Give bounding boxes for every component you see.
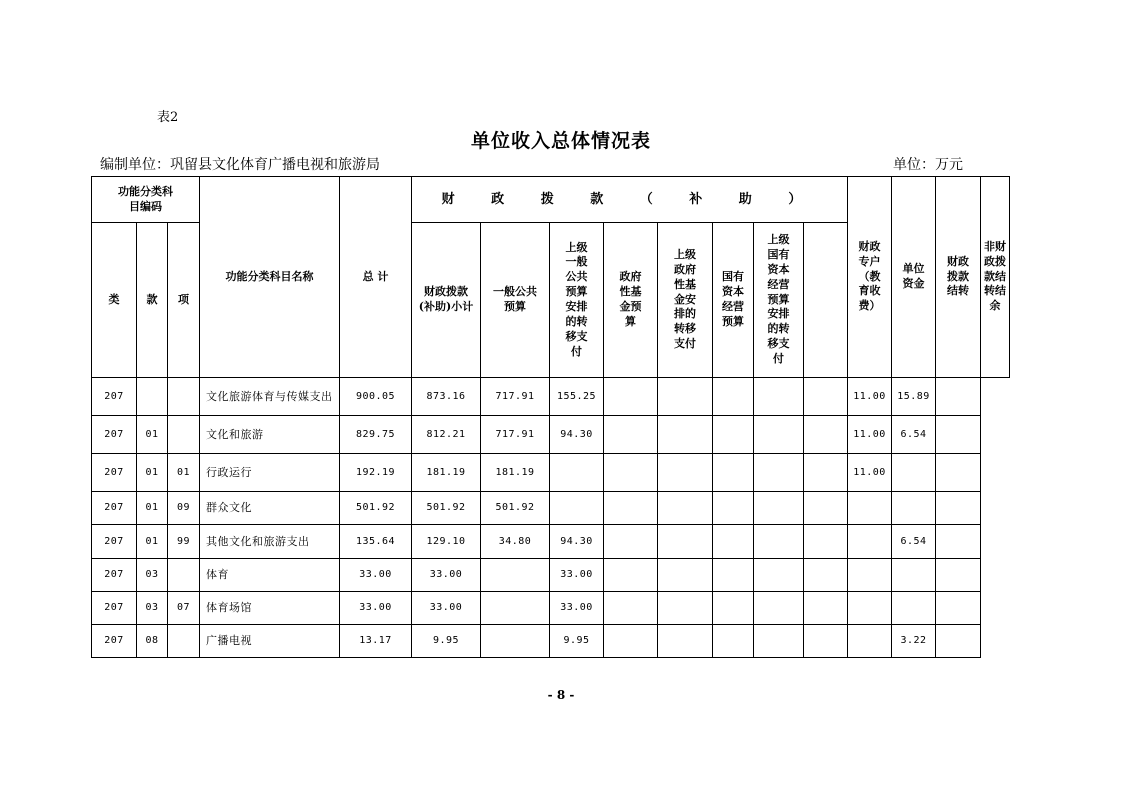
cell-gov-fund [604,559,658,592]
cell-fiscal-special [804,559,848,592]
cell-xiang: 09 [168,492,200,525]
cell-upper-gov-fund-transfer [658,559,713,592]
header-lei: 类 [92,223,137,378]
header-fiscal-carryover: 财政拨款结转 [936,177,981,378]
cell-lei: 207 [92,454,137,492]
cell-fiscal-subtotal: 181.19 [412,454,481,492]
cell-kuan: 03 [137,559,168,592]
cell-fiscal-subtotal: 812.21 [412,416,481,454]
header-kuan: 款 [137,223,168,378]
cell-upper-general-transfer: 33.00 [550,592,604,625]
cell-upper-general-transfer: 33.00 [550,559,604,592]
header-state-capital: 国有资本经营预算 [713,223,754,378]
cell-kuan [137,378,168,416]
cell-xiang: 99 [168,525,200,559]
cell-name: 群众文化 [200,492,340,525]
header-nonfiscal-carryover: 非财政拨款结转结余 [981,177,1010,378]
cell-fiscal-carryover: 15.89 [892,378,936,416]
cell-upper-general-transfer [550,492,604,525]
header-fiscal-subtotal: 财政拨款(补助)小计 [412,223,481,378]
cell-lei: 207 [92,378,137,416]
cell-state-capital [713,492,754,525]
cell-lei: 207 [92,492,137,525]
cell-upper-gov-fund-transfer [658,492,713,525]
cell-total: 501.92 [340,492,412,525]
cell-fiscal-carryover: 3.22 [892,625,936,658]
cell-nonfiscal-carryover [936,525,981,559]
cell-upper-general-transfer [550,454,604,492]
cell-fiscal-special [804,525,848,559]
cell-xiang [168,378,200,416]
cell-fiscal-carryover [892,592,936,625]
cell-fiscal-subtotal: 873.16 [412,378,481,416]
cell-xiang [168,625,200,658]
cell-nonfiscal-carryover [936,559,981,592]
cell-state-capital [713,625,754,658]
cell-name: 体育 [200,559,340,592]
cell-upper-state-capital-transfer [754,416,804,454]
cell-kuan: 03 [137,592,168,625]
cell-upper-general-transfer: 9.95 [550,625,604,658]
cell-fiscal-subtotal: 501.92 [412,492,481,525]
cell-name: 行政运行 [200,454,340,492]
cell-upper-gov-fund-transfer [658,378,713,416]
cell-nonfiscal-carryover [936,492,981,525]
cell-unit-funds [848,525,892,559]
cell-total: 192.19 [340,454,412,492]
cell-xiang: 07 [168,592,200,625]
cell-fiscal-subtotal: 33.00 [412,559,481,592]
cell-unit-funds: 11.00 [848,416,892,454]
header-fiscal-group: 财 政 拨 款 （ 补 助 ） [412,177,848,223]
cell-unit-funds [848,625,892,658]
cell-fiscal-special [804,378,848,416]
cell-gov-fund [604,378,658,416]
cell-fiscal-subtotal: 129.10 [412,525,481,559]
cell-general-budget: 717.91 [481,378,550,416]
header-upper-state-capital-transfer: 上级国有资本经营预算安排的转移支付 [754,223,804,378]
cell-lei: 207 [92,592,137,625]
cell-name: 广播电视 [200,625,340,658]
table-row [92,625,1010,658]
cell-upper-state-capital-transfer [754,559,804,592]
page-title: 单位收入总体情况表 [470,130,651,152]
cell-lei: 207 [92,625,137,658]
cell-fiscal-special [804,592,848,625]
cell-name: 体育场馆 [200,592,340,625]
cell-upper-gov-fund-transfer [658,416,713,454]
cell-name: 文化旅游体育与传媒支出 [200,378,340,416]
header-upper-gov-fund-transfer: 上级政府性基金安排的转移支付 [658,223,713,378]
cell-fiscal-carryover: 6.54 [892,525,936,559]
cell-xiang [168,559,200,592]
header-upper-general-transfer: 上级一般公共预算安排的转移支付 [550,223,604,378]
cell-general-budget: 717.91 [481,416,550,454]
table-row [92,559,1010,592]
cell-general-budget: 181.19 [481,454,550,492]
table-row [92,378,1010,416]
cell-fiscal-carryover [892,454,936,492]
cell-upper-state-capital-transfer [754,592,804,625]
cell-unit-funds [848,592,892,625]
cell-general-budget: 501.92 [481,492,550,525]
cell-upper-general-transfer: 94.30 [550,416,604,454]
header-xiang: 项 [168,223,200,378]
cell-unit-funds [848,492,892,525]
cell-kuan: 01 [137,454,168,492]
header-func-code: 功能分类科目编码 [92,177,200,223]
cell-upper-general-transfer: 155.25 [550,378,604,416]
cell-kuan: 01 [137,416,168,454]
cell-gov-fund [604,625,658,658]
cell-total: 900.05 [340,378,412,416]
table-row [92,416,1010,454]
cell-lei: 207 [92,559,137,592]
cell-upper-state-capital-transfer [754,525,804,559]
cell-state-capital [713,416,754,454]
cell-total: 13.17 [340,625,412,658]
cell-general-budget: 34.80 [481,525,550,559]
cell-kuan: 01 [137,525,168,559]
currency-unit: 单位：万元 [893,157,963,173]
cell-kuan: 01 [137,492,168,525]
cell-fiscal-subtotal: 33.00 [412,592,481,625]
cell-unit-funds: 11.00 [848,454,892,492]
cell-nonfiscal-carryover [936,625,981,658]
table-row [92,525,1010,559]
cell-fiscal-carryover [892,492,936,525]
cell-general-budget [481,559,550,592]
cell-total: 829.75 [340,416,412,454]
cell-fiscal-special [804,625,848,658]
compiling-unit: 编制单位：巩留县文化体育广播电视和旅游局 [100,157,380,173]
cell-fiscal-carryover: 6.54 [892,416,936,454]
cell-fiscal-carryover [892,559,936,592]
cell-kuan: 08 [137,625,168,658]
cell-upper-general-transfer: 94.30 [550,525,604,559]
header-general-budget: 一般公共预算 [481,223,550,378]
cell-lei: 207 [92,525,137,559]
cell-upper-state-capital-transfer [754,454,804,492]
cell-fiscal-subtotal: 9.95 [412,625,481,658]
cell-fiscal-special [804,416,848,454]
cell-name: 其他文化和旅游支出 [200,525,340,559]
cell-gov-fund [604,416,658,454]
cell-state-capital [713,454,754,492]
cell-state-capital [713,592,754,625]
table-label: 表2 [157,110,179,125]
cell-nonfiscal-carryover [936,378,981,416]
header-total: 总 计 [340,177,412,378]
page-number: - 8 - [547,688,575,702]
cell-state-capital [713,559,754,592]
cell-xiang: 01 [168,454,200,492]
cell-fiscal-special [804,454,848,492]
cell-total: 135.64 [340,525,412,559]
cell-nonfiscal-carryover [936,454,981,492]
cell-state-capital [713,378,754,416]
cell-state-capital [713,525,754,559]
table-row [92,454,1010,492]
cell-unit-funds [848,559,892,592]
table-row [92,592,1010,625]
cell-nonfiscal-carryover [936,592,981,625]
income-summary-table [91,176,1010,658]
cell-upper-gov-fund-transfer [658,592,713,625]
cell-total: 33.00 [340,559,412,592]
header-func-name: 功能分类科目名称 [200,177,340,378]
cell-name: 文化和旅游 [200,416,340,454]
cell-upper-gov-fund-transfer [658,525,713,559]
header-fiscal-special: 财政专户（教育收费） [848,177,892,378]
cell-gov-fund [604,454,658,492]
cell-unit-funds: 11.00 [848,378,892,416]
cell-gov-fund [604,592,658,625]
cell-gov-fund [604,525,658,559]
header-unit-funds: 单位资金 [892,177,936,378]
cell-upper-state-capital-transfer [754,625,804,658]
cell-upper-state-capital-transfer [754,492,804,525]
cell-upper-state-capital-transfer [754,378,804,416]
cell-lei: 207 [92,416,137,454]
cell-general-budget [481,592,550,625]
cell-total: 33.00 [340,592,412,625]
cell-fiscal-special [804,492,848,525]
table-row [92,492,1010,525]
cell-gov-fund [604,492,658,525]
cell-upper-gov-fund-transfer [658,454,713,492]
header-gov-fund: 政府性基金预算 [604,223,658,378]
cell-nonfiscal-carryover [936,416,981,454]
cell-general-budget [481,625,550,658]
cell-upper-gov-fund-transfer [658,625,713,658]
cell-xiang [168,416,200,454]
